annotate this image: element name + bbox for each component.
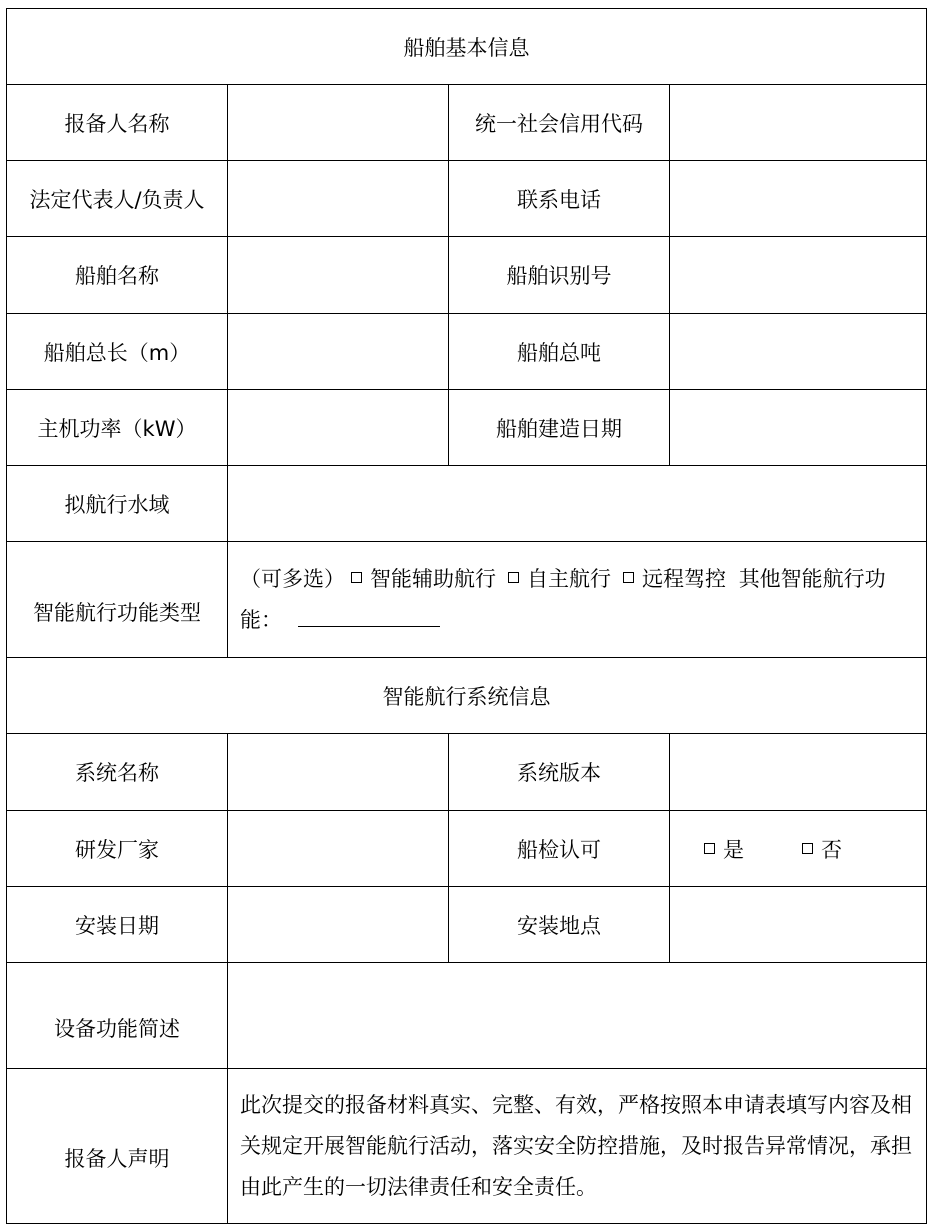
field-ship-name[interactable] [228,237,449,314]
field-phone[interactable] [670,161,927,237]
label-declaration: 报备人声明 [7,1069,228,1224]
other-function-blank[interactable] [298,625,440,627]
field-reporter-name[interactable] [228,85,449,161]
label-ship-id: 船舶识别号 [449,237,670,314]
section-row-ship-basic [7,9,927,85]
row-function-type [7,542,927,658]
label-engine-power: 主机功率（kW） [7,390,228,466]
section-row-system-info [7,658,927,734]
field-ship-tonnage[interactable] [670,314,927,390]
row-system-name [7,734,927,811]
option-smart-assist: 智能辅助航行 [370,566,496,591]
label-manufacturer: 研发厂家 [7,811,228,887]
label-ship-length: 船舶总长（m） [7,314,228,390]
label-reporter-name: 报备人名称 [7,85,228,161]
field-system-version[interactable] [670,734,927,811]
row-legal-rep [7,161,927,237]
field-function-type [228,542,927,658]
option-inspection-yes: 是 [723,837,744,862]
row-reporter [7,85,927,161]
label-install-location: 安装地点 [449,887,670,963]
function-type-prefix: （可多选） [240,566,345,591]
checkbox-smart-assist[interactable] [351,572,362,583]
field-ship-id[interactable] [670,237,927,314]
field-ship-length[interactable] [228,314,449,390]
label-waters: 拟航行水域 [7,466,228,542]
field-install-date[interactable] [228,887,449,963]
field-waters[interactable] [228,466,927,542]
field-system-name[interactable] [228,734,449,811]
label-credit-code: 统一社会信用代码 [449,85,670,161]
field-manufacturer[interactable] [228,811,449,887]
row-declaration [7,1069,927,1224]
row-waters [7,466,927,542]
label-phone: 联系电话 [449,161,670,237]
row-ship-name [7,237,927,314]
row-manufacturer [7,811,927,887]
row-engine [7,390,927,466]
checkbox-inspection-yes[interactable] [704,843,715,854]
option-autonomous: 自主航行 [527,566,611,591]
field-credit-code[interactable] [670,85,927,161]
label-ship-tonnage: 船舶总吨 [449,314,670,390]
label-system-name: 系统名称 [7,734,228,811]
label-build-date: 船舶建造日期 [449,390,670,466]
checkbox-inspection-no[interactable] [802,843,813,854]
label-function-desc: 设备功能简述 [7,963,228,1069]
field-legal-rep[interactable] [228,161,449,237]
checkbox-autonomous[interactable] [508,572,519,583]
other-function-label: 其他智能航行功能： [240,566,886,632]
label-ship-name: 船舶名称 [7,237,228,314]
section-title-system-info: 智能航行系统信息 [7,658,927,734]
label-install-date: 安装日期 [7,887,228,963]
filing-form-table [6,8,927,1224]
declaration-text: 此次提交的报备材料真实、完整、有效，严格按照本申请表填写内容及相关规定开展智能航行活动，落实安全防控措施，及时报告异常情况，承担由此产生的一切法律责任和安全责任。 [228,1069,927,1224]
label-system-version: 系统版本 [449,734,670,811]
checkbox-remote-control[interactable] [623,572,634,583]
row-function-desc [7,963,927,1069]
option-remote-control: 远程驾控 [642,566,726,591]
field-install-location[interactable] [670,887,927,963]
option-inspection-no: 否 [821,837,842,862]
field-engine-power[interactable] [228,390,449,466]
row-ship-length [7,314,927,390]
section-title-ship-basic: 船舶基本信息 [7,9,927,85]
row-install [7,887,927,963]
label-legal-rep: 法定代表人/负责人 [7,161,228,237]
label-function-type: 智能航行功能类型 [7,542,228,658]
field-function-desc[interactable] [228,963,927,1069]
field-build-date[interactable] [670,390,927,466]
label-inspection: 船检认可 [449,811,670,887]
field-inspection [670,811,927,887]
